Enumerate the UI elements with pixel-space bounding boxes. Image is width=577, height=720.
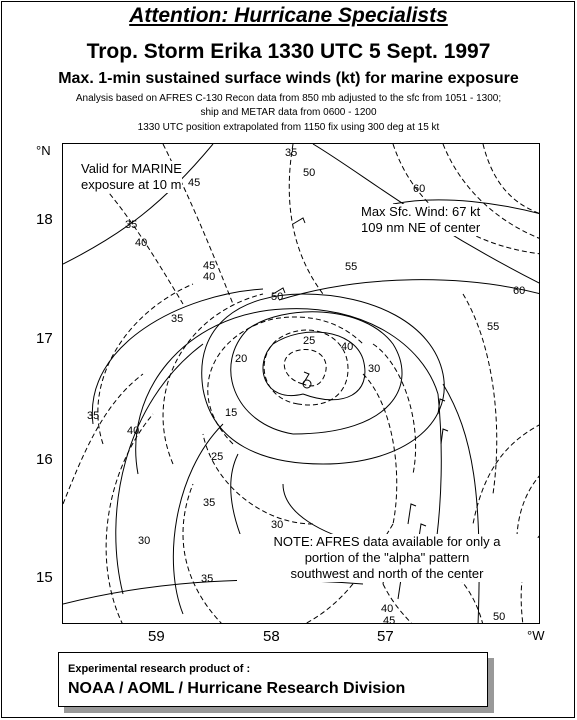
afres-note-line-1: NOTE: AFRES data available for only a <box>273 534 501 549</box>
credit-small-text: Experimental research product of : <box>68 663 251 675</box>
contour-label: 35 <box>285 147 298 159</box>
lon-label-57: 57 <box>377 628 394 645</box>
isotach-dashed <box>473 424 540 524</box>
afres-note-line-2: portion of the "alpha" pattern <box>304 550 470 565</box>
lat-label-15: 15 <box>36 569 53 586</box>
contour-label: 60 <box>413 183 426 195</box>
credit-organization: NOAA / AOML / Hurricane Research Division <box>68 680 406 697</box>
max-wind-note <box>361 204 480 236</box>
wind-barb <box>398 579 406 599</box>
wind-barb <box>408 504 416 524</box>
contour-label: 45 <box>383 615 396 625</box>
contour-label: 40 <box>127 425 140 437</box>
contour-label: 40 <box>135 237 148 249</box>
isotach-solid <box>116 344 203 594</box>
contour-label: 55 <box>487 321 500 333</box>
isotach-dashed <box>63 374 143 504</box>
isotach-dashed <box>393 144 540 254</box>
contour-label: 50 <box>303 167 316 179</box>
storm-title: Trop. Storm Erika 1330 UTC 5 Sept. 1997 <box>86 40 491 63</box>
validity-line-2: exposure at 10 m <box>81 177 182 192</box>
contour-label: 25 <box>303 335 316 347</box>
contour-label: 35 <box>203 497 216 509</box>
product-subtitle: Max. 1-min sustained surface winds (kt) for marine exposure <box>58 70 519 87</box>
afres-note-line-3: southwest and north of the center <box>290 566 484 581</box>
lon-label-59: 59 <box>148 628 165 645</box>
max-wind-line-1: Max Sfc. Wind: 67 kt <box>361 204 481 219</box>
isotach-solid <box>279 280 540 300</box>
isotach-dashed <box>98 284 193 444</box>
validity-line-1: Valid for MARINE <box>81 161 182 176</box>
contour-label: 45 <box>203 260 216 272</box>
contour-label: 50 <box>493 611 506 623</box>
credit-box <box>58 652 488 707</box>
contour-label: 50 <box>271 291 284 303</box>
contour-label: 35 <box>125 219 138 231</box>
analysis-note-3: 1330 UTC position extrapolated from 1150 fix using 300 deg at 15 kt <box>137 122 440 133</box>
contour-label: 35 <box>171 313 184 325</box>
lat-label-17: 17 <box>36 330 53 347</box>
attention-heading: Attention: Hurricane Specialists <box>129 4 448 27</box>
wind-barb <box>441 429 448 444</box>
isotach-dashed <box>106 414 153 624</box>
analysis-note-2: ship and METAR data from 0600 - 1200 <box>200 107 377 118</box>
contour-label: 55 <box>345 261 358 273</box>
contour-label: 35 <box>87 410 100 422</box>
lon-label-58: 58 <box>263 628 280 645</box>
contour-label: 60 <box>513 285 526 297</box>
contour-label: 30 <box>271 519 284 531</box>
contour-label: 30 <box>368 363 381 375</box>
lat-label-18: 18 <box>36 211 53 228</box>
wind-barb <box>293 218 305 224</box>
contour-label: 20 <box>235 353 248 365</box>
lat-unit-label: °N <box>36 143 51 158</box>
contour-label: 30 <box>138 535 151 547</box>
contour-label: 15 <box>225 407 238 419</box>
lat-label-16: 16 <box>36 451 53 468</box>
contour-label: 45 <box>188 177 201 189</box>
contour-label: 35 <box>201 573 214 585</box>
isotach-dashed <box>203 434 313 524</box>
afres-data-note <box>237 534 537 582</box>
contour-label: 40 <box>381 603 394 615</box>
contour-label: 40 <box>341 341 354 353</box>
isotach-solid <box>443 384 479 624</box>
max-wind-line-2: 109 nm NE of center <box>361 220 481 235</box>
contour-label: 25 <box>211 451 224 463</box>
wind-analysis-map <box>62 143 540 624</box>
isotach-solid <box>136 309 438 474</box>
validity-note <box>81 161 182 193</box>
analysis-note-1: Analysis based on AFRES C-130 Recon data from 850 mb adjusted to the sfc from 1051 - 1300; <box>75 93 502 104</box>
isotach-dashed <box>363 374 397 524</box>
lon-unit-label: °W <box>527 628 545 643</box>
contour-label: 40 <box>203 271 216 283</box>
